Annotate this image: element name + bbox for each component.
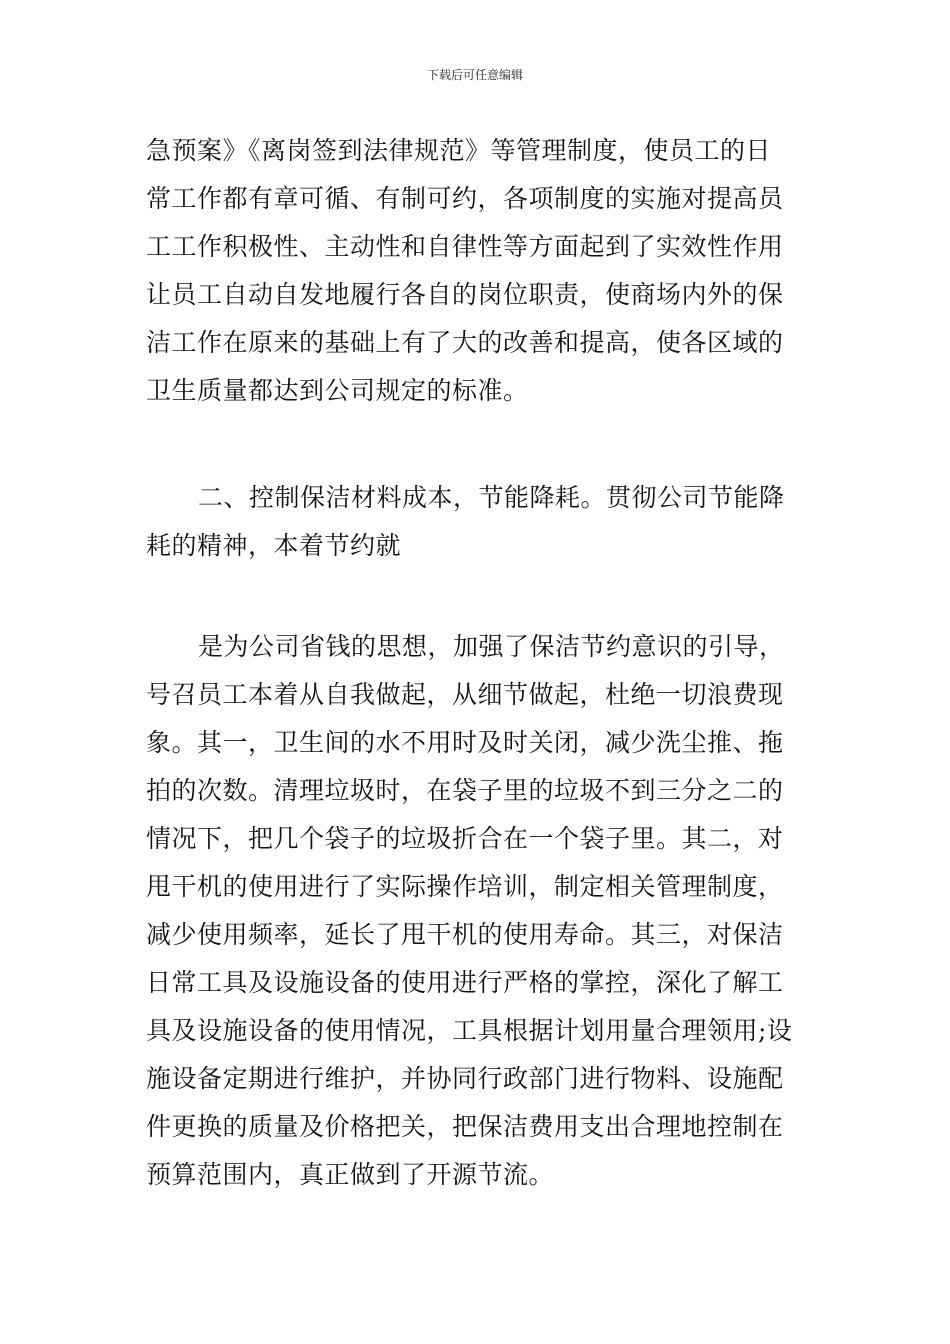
text-line: 号召员工本着从自我做起，从细节做起，杜绝一切浪费现 <box>146 680 784 709</box>
text-line: 工工作积极性、主动性和自律性等方面起到了实效性作用 <box>146 232 784 261</box>
text-line: 件更换的质量及价格把关，把保洁费用支出合理地控制在 <box>146 1112 784 1141</box>
paragraph-cost-control-heading <box>146 474 806 570</box>
text-line: 洁工作在原来的基础上有了大的改善和提高，使各区域的 <box>146 328 784 357</box>
text-line: 情况下，把几个袋子的垃圾折合在一个袋子里。其二，对 <box>146 824 784 853</box>
text-line: 让员工自动自发地履行各自的岗位职责，使商场内外的保 <box>146 280 784 309</box>
text-line: 预算范围内，真正做到了开源节流。 <box>146 1160 555 1189</box>
text-line: 象。其一，卫生间的水不用时及时关闭，减少洗尘推、拖 <box>146 728 784 757</box>
paragraph-management-systems <box>146 127 806 415</box>
text-line: 减少使用频率，延长了甩干机的使用寿命。其三，对保洁 <box>146 920 784 949</box>
text-line: 甩干机的使用进行了实际操作培训，制定相关管理制度， <box>146 872 784 901</box>
text-line: 急预案》《离岗签到法律规范》等管理制度，使员工的日 <box>146 136 772 165</box>
text-line: 拍的次数。清理垃圾时，在袋子里的垃圾不到三分之二的 <box>146 776 784 805</box>
text-line: 卫生质量都达到公司规定的标准。 <box>146 376 529 405</box>
text-line: 常工作都有章可循、有制可约，各项制度的实施对提高员 <box>146 184 784 213</box>
text-line: 二、控制保洁材料成本，节能降耗。贯彻公司节能降 <box>198 483 785 512</box>
text-line: 日常工具及设施设备的使用进行严格的掌控，深化了解工 <box>146 968 784 997</box>
text-line: 是为公司省钱的思想，加强了保洁节约意识的引导， <box>198 632 785 661</box>
paragraph-saving-measures <box>146 623 806 1199</box>
text-line: 耗的精神，本着节约就 <box>146 531 402 560</box>
text-line: 施设备定期进行维护，并协同行政部门进行物料、设施配 <box>146 1064 784 1093</box>
header-note: 下载后可任意编辑 <box>426 68 523 82</box>
text-line: 具及设施设备的使用情况，工具根据计划用量合理领用;设 <box>146 1016 793 1045</box>
